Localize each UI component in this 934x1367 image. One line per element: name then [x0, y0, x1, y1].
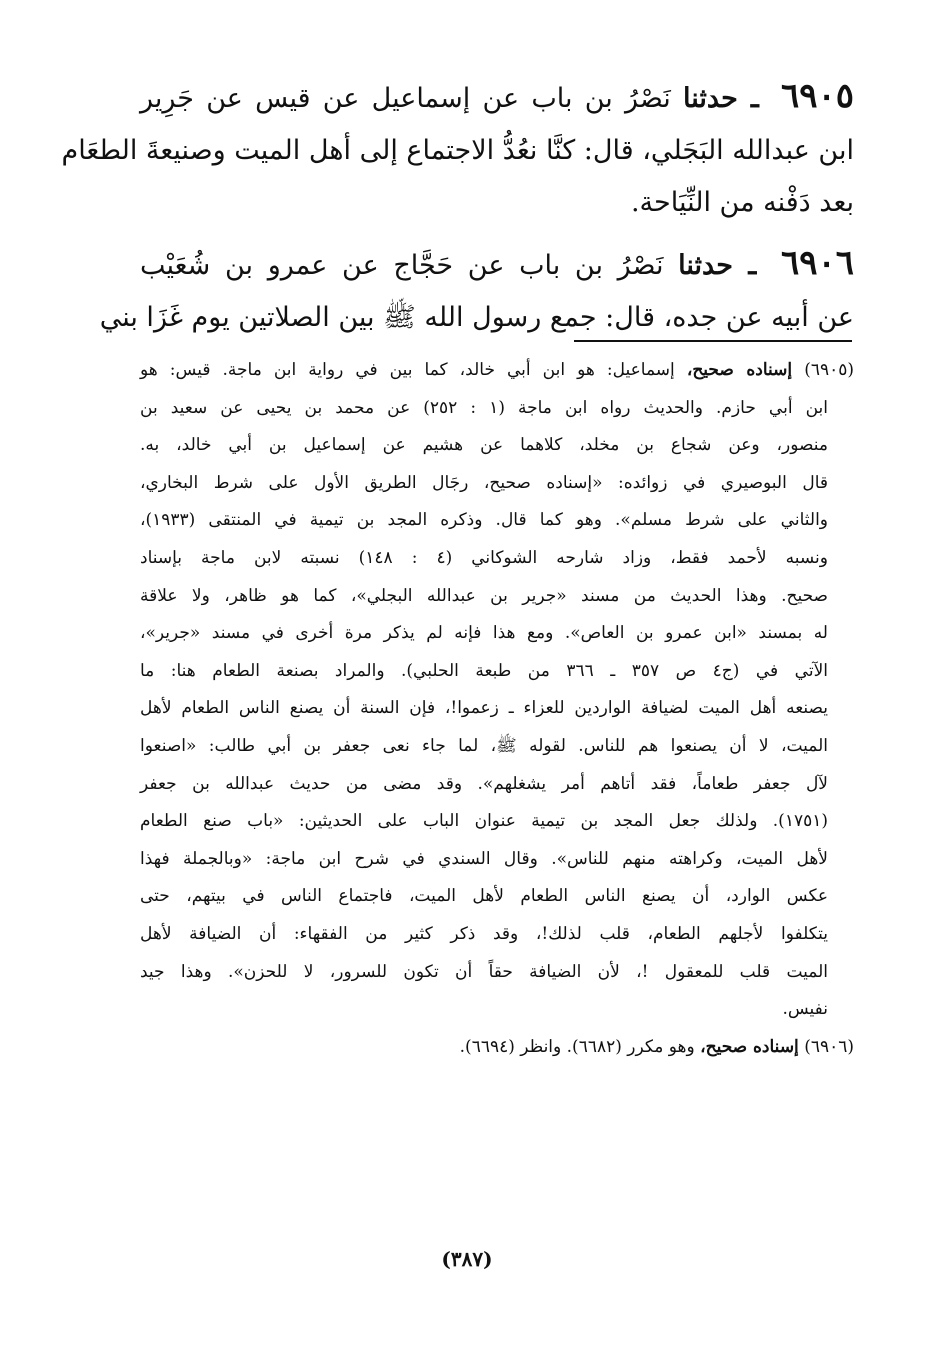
main-text: [61, 70, 854, 352]
footnote-line: عكس الوارد، أن يصنع الناس الطعام لأهل الميت، فاجتماع الناس في بيتهم، حتى: [140, 886, 828, 907]
footnote-head: إسناده صحيح،: [686, 360, 793, 380]
hadith-6905: [61, 70, 854, 229]
footnote-line: الآتي في (ج٤ ص ٣٥٧ ـ ٣٦٦ من طبعة الحلبي). والمراد بصنعة الطعام هنا: ما: [140, 660, 828, 681]
footnote-line: [140, 352, 854, 390]
footnote-line: نفيس.: [782, 999, 828, 1020]
footnote-line: منصور، وعن شجاع بن مخلد، كلاهما عن هشيم عن إسماعيل بن أبي خالد، به.: [140, 435, 828, 456]
footnote-line: يتكلفوا لأجلهم الطعام، قلب لذلك!، وقد ذكر كثير من الفقهاء: أن الضيافة لأهل: [140, 923, 828, 944]
hadith-line: بعد دَفْنه من النِّيَاحة.: [630, 187, 854, 218]
footnote-ref: (٦٩٠٦): [804, 1036, 854, 1057]
footnote-6906: [140, 1029, 854, 1067]
footnote-line: الميت، لا أن يصنعوا هم للناس. لقوله ﷺ، لما جاء نعى جعفر بن أبي طالب: «اصنعوا: [140, 735, 828, 756]
page-number: (٣٨٧): [441, 1247, 493, 1271]
hadith-6906: [99, 237, 854, 344]
footnote-line: [140, 1029, 854, 1067]
hadith-opening: ـ حدثنا: [683, 83, 759, 114]
footnote-line: قال البوصيري في زوائده: «إسناده صحيح، رجَال الطريق الأول على شرط البخاري،: [140, 472, 828, 493]
footnote-ref: (٦٩٠٥): [804, 360, 855, 380]
hadith-line: ابن عبدالله البَجَلي، قال: كنَّا نعُدُّ الاجتماع إلى أهل الميت وصنيعةَ الطعَام: [61, 135, 854, 166]
hadith-text: نَصْرُ بن باب عن إسماعيل عن قيس عن جَرِير: [140, 83, 671, 114]
footnote-line: (١٧٥١). ولذلك جعل المجد بن تيمية عنوان الباب على الحديثين: «باب صنع الطعام: [140, 811, 828, 832]
hadith-text: نَصْرُ بن باب عن حَجَّاج عن عمرو بن شُعَيْب: [140, 250, 664, 281]
footnote-6905: [140, 352, 854, 1029]
hadith-number: ٦٩٠٦: [780, 243, 854, 283]
footnote-line: ونسبه لأحمد فقط، وزاد شارحه الشوكاني (٤ : ١٤٨) نسبته لابن ماجة بإسناد: [140, 547, 828, 568]
hadith-line: [140, 237, 854, 292]
footnote-head: إسناده صحيح،: [700, 1036, 799, 1057]
footnote-line: ابن أبي حازم. والحديث رواه ابن ماجة (١ : ٢٥٢) عن محمد بن يحيى عن سعيد بن: [140, 397, 828, 418]
hadith-line: [140, 70, 854, 125]
footnote-line: الميت قلب للمعقول !، لأن الضيافة حقاً أن تكون للسرور، لا للحزن». وهذا جيد: [140, 961, 828, 982]
footnote-line: لآل جعفر طعاماً، فقد أتاهم أمر يشغلهم». وقد مضى من حديث عبدالله بن جعفر: [140, 773, 828, 794]
footnote-line: لأهل الميت، وكراهته منهم للناس». وقال السندي في شرح ابن ماجة: «وبالجملة فهذا: [140, 848, 828, 869]
footnote-divider: [574, 340, 852, 342]
footnote-line: يصنعه أهل الميت لضيافة الواردين للعزاء ـ زعموا!، فإن السنة أن يصنع الناس الطعام لأهل: [140, 698, 828, 719]
footnote-line: والثاني على شرط مسلم». وهو كما قال. وذكره المجد بن تيمية في المنتقى (١٩٣٣)،: [140, 510, 828, 531]
footnote-text: إسماعيل: هو ابن أبي خالد، كما بين في رواية ابن ماجة. قيس: هو: [140, 360, 675, 380]
footnotes: [140, 352, 854, 1066]
hadith-line: عن أبيه عن جده، قال: جمع رسول الله ﷺ بين الصلاتين يوم غَزَا بني: [99, 302, 854, 333]
footnote-line: صحيح. وهذا الحديث من مسند «جرير بن عبدالله البجلي»، كما هو ظاهر، ولا علاقة: [140, 585, 828, 606]
hadith-number: ٦٩٠٥: [780, 76, 854, 116]
footnote-text: وهو مكرر (٦٦٨٢). وانظر (٦٦٩٤).: [459, 1036, 695, 1057]
hadith-opening: ـ حدثنا: [678, 250, 757, 281]
footnote-line: له بمسند «ابن عمرو بن العاص». ومع هذا فإنه لم يذكر مرة أخرى في مسند «جرير»،: [140, 623, 828, 644]
